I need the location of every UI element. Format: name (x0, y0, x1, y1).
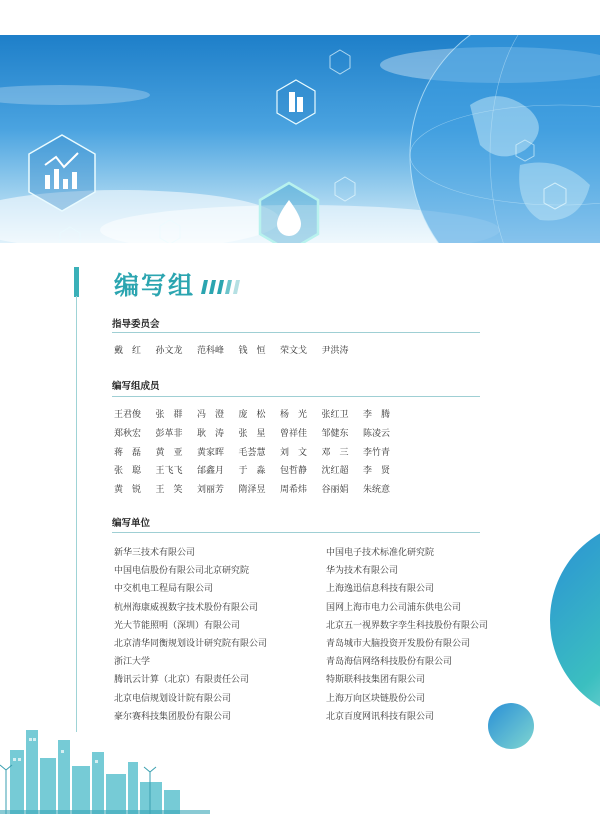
person-name: 荣文戈 (280, 346, 308, 356)
organization-name: 光大节能照明（深圳）有限公司 (114, 620, 241, 631)
organization-name: 上海万向区块链股份公司 (326, 693, 426, 704)
person-name: 范科峰 (197, 346, 225, 356)
units-heading: 编写单位 (112, 518, 151, 529)
person-name: 杨 光 (280, 410, 308, 420)
person-name: 钱 恒 (238, 346, 266, 356)
person-name: 戴 红 (114, 346, 142, 356)
decorative-circle-large (545, 520, 600, 720)
person-name: 王君俊 (114, 410, 142, 420)
person-name: 李 腾 (363, 410, 391, 420)
person-name: 刘丽芳 (197, 485, 225, 496)
person-name: 张 星 (238, 428, 266, 439)
person-name: 冯 澄 (197, 410, 225, 420)
organization-name: 浙江大学 (114, 657, 151, 668)
banner-illustration (0, 35, 600, 243)
person-name: 曾祥佳 (280, 428, 308, 439)
person-name: 彭革非 (155, 428, 183, 439)
organization-name: 中国电子技术标准化研究院 (326, 548, 435, 558)
members-heading: 编写组成员 (112, 381, 160, 392)
person-name: 朱统意 (363, 485, 391, 496)
page-title: 编写组 (114, 271, 196, 300)
organization-name: 北京电信规划设计院有限公司 (114, 693, 232, 704)
person-name: 黄 亚 (155, 447, 183, 458)
organization-name: 杭州海康威视数字技术股份有限公司 (114, 602, 259, 613)
organization-name: 新华三技术有限公司 (114, 548, 196, 558)
organization-name: 豪尔赛科技集团股份有限公司 (114, 711, 232, 722)
person-name: 耿 涛 (197, 428, 225, 439)
building-icon (277, 80, 315, 124)
person-name: 刘 文 (280, 447, 308, 458)
organization-name: 中交机电工程局有限公司 (114, 584, 214, 595)
organization-name: 青岛城市大脑投资开发股份有限公司 (326, 639, 471, 649)
organization-name: 北京五一视界数字孪生科技股份有限公司 (326, 620, 489, 631)
organization-name: 北京百度网讯科技有限公司 (326, 711, 435, 722)
globe-icon (410, 35, 600, 243)
person-name: 尹洪涛 (321, 346, 349, 356)
water-drop-icon (260, 183, 318, 243)
person-name: 周希炜 (280, 485, 308, 496)
organization-name: 腾讯云计算（北京）有限责任公司 (114, 675, 250, 686)
decorative-circle-small (487, 702, 535, 750)
person-name: 李竹青 (363, 447, 391, 458)
city-skyline-icon (0, 710, 210, 814)
organization-name: 特斯联科技集团有限公司 (326, 675, 426, 686)
steering-heading: 指导委员会 (112, 319, 160, 330)
title-accent-bar (74, 267, 79, 297)
person-name: 张 群 (155, 410, 183, 420)
person-name: 孙文龙 (155, 346, 183, 356)
person-name: 于 淼 (238, 466, 266, 477)
organization-name: 青岛海信网络科技股份有限公司 (326, 657, 453, 668)
person-name: 庞 松 (238, 410, 266, 420)
organization-name: 华为技术有限公司 (326, 566, 399, 577)
title-stripes-decoration (201, 280, 243, 294)
members-rule (112, 396, 480, 397)
person-name: 邰鑫月 (197, 466, 225, 477)
person-name: 邹健东 (321, 428, 349, 439)
person-name: 张 聪 (114, 466, 142, 477)
person-name: 王飞飞 (155, 466, 183, 477)
person-name: 郑秋宏 (114, 428, 142, 439)
person-name: 包哲静 (280, 466, 308, 477)
units-rule (112, 532, 480, 533)
person-name: 黄 锐 (114, 485, 142, 496)
organization-name: 中国电信股份有限公司北京研究院 (114, 566, 250, 577)
person-name: 邓 三 (321, 447, 349, 458)
title-vertical-rule (76, 296, 77, 732)
person-name: 隋泽昱 (238, 485, 266, 496)
person-name: 黄家晖 (197, 447, 225, 458)
person-name: 李 贤 (363, 466, 391, 477)
person-name: 张红卫 (321, 410, 349, 420)
person-name: 陈凌云 (363, 428, 391, 439)
person-name: 蒋 磊 (114, 447, 142, 458)
steering-rule (112, 332, 480, 333)
organization-name: 国网上海市电力公司浦东供电公司 (326, 602, 462, 613)
person-name: 沈红超 (321, 466, 349, 477)
organization-name: 上海逸迅信息科技有限公司 (326, 584, 435, 595)
header-banner (0, 35, 600, 243)
person-name: 毛荟慧 (238, 447, 266, 458)
person-name: 王 笑 (155, 485, 183, 496)
organization-name: 北京清华同衡规划设计研究院有限公司 (114, 639, 268, 649)
person-name: 谷丽娟 (321, 485, 349, 496)
